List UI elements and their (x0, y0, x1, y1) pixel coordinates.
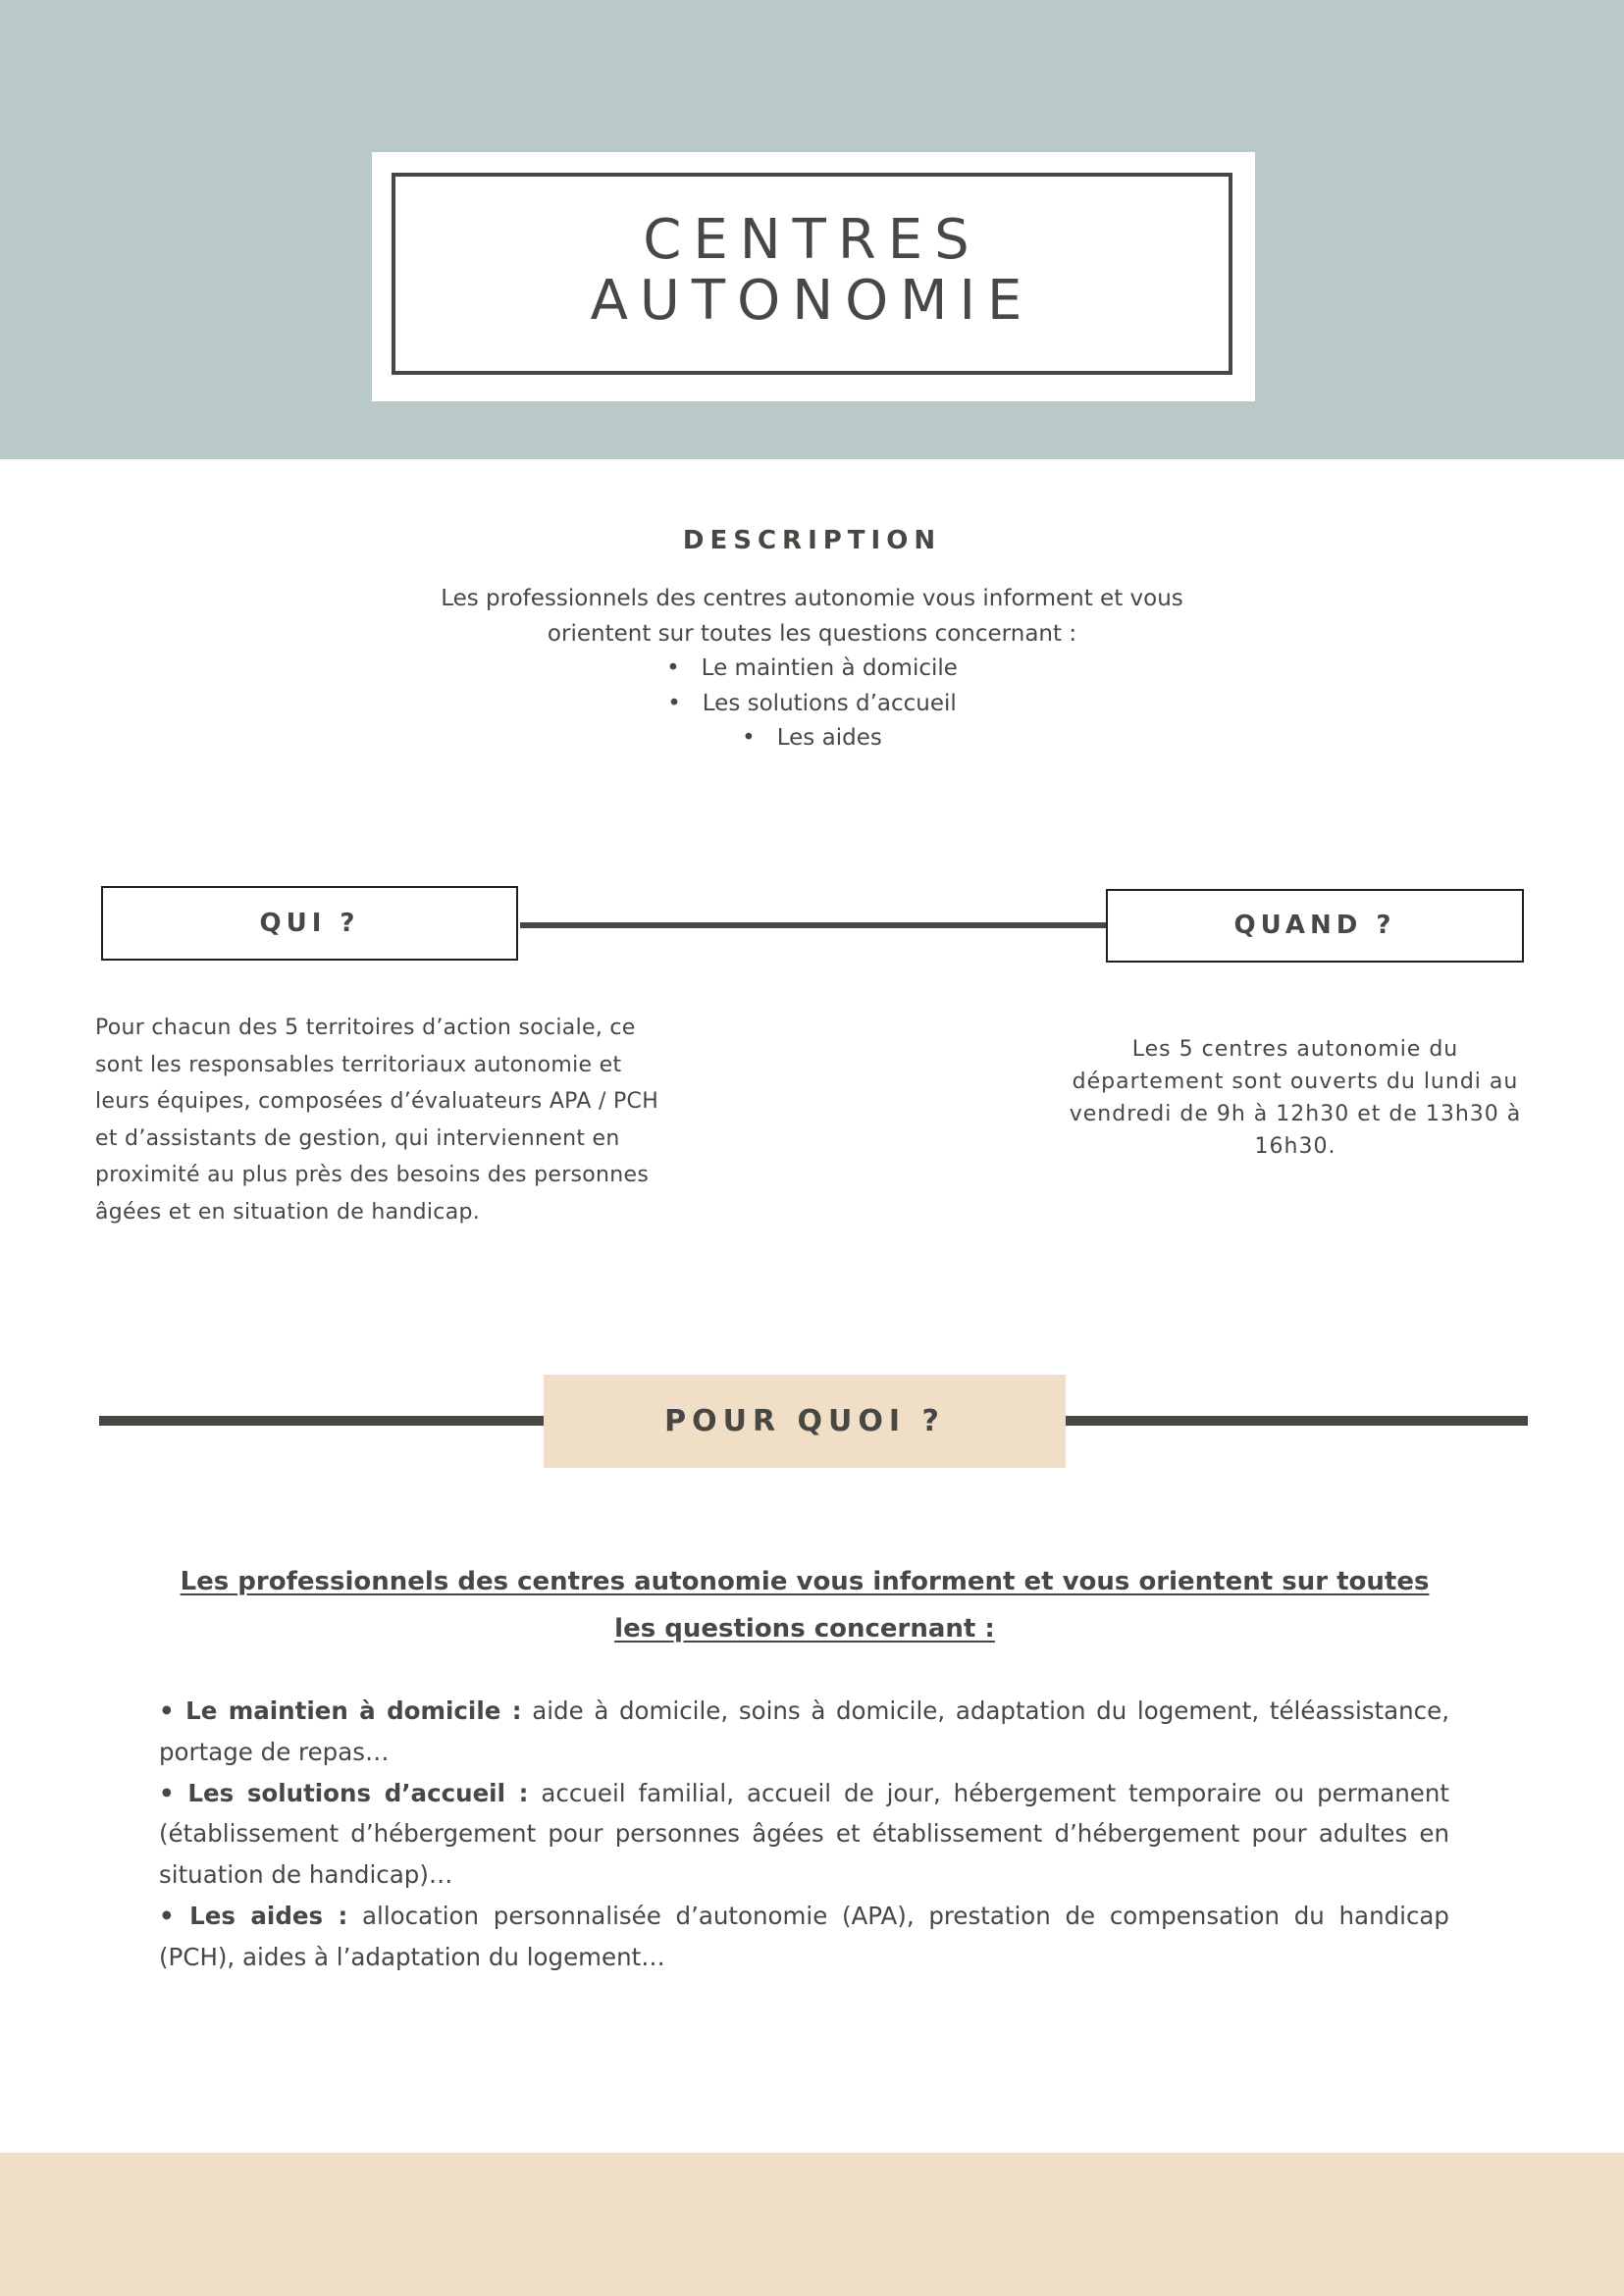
item-text: aide à domicile, soins à domicile, adaptation du logement, téléassistance, portage de repas… (159, 1696, 1449, 1766)
item-text: accueil familial, accueil de jour, hébergement temporaire ou permanent (établissement d’hébergement pour personnes âgées et établissement d’hébergement pour adultes en situation de handicap)… (159, 1778, 1450, 1890)
description-heading: DESCRIPTION (682, 526, 942, 555)
connector-line (520, 922, 1107, 928)
description-item: • Le maintien à domicile (412, 652, 1212, 687)
page-title (392, 210, 1232, 332)
item-label: Les solutions d’accueil : (187, 1778, 529, 1807)
item-text: allocation personnalisée d’autonomie (APA), prestation de compensation du handicap (PCH), aides à l’adaptation du logement… (159, 1901, 1449, 1971)
pourquoi-item (159, 1773, 1449, 1896)
divider-left (99, 1416, 546, 1426)
footer-band (0, 2153, 1624, 2296)
pourquoi-item (159, 1896, 1449, 1978)
quand-heading-box: QUAND ? (1106, 889, 1524, 963)
qui-heading-box: QUI ? (101, 886, 518, 961)
title-line-1: CENTRES (643, 208, 981, 272)
description-list (412, 652, 1212, 757)
qui-text: Pour chacun des 5 territoires d’action sociale, ce sont les responsables territoriaux autonomie et leurs équipes, composées d’évaluateurs APA / PCH et d’assistants de gestion, qui interviennent en proximité au plus près des besoins des personnes âgées et en situation de handicap. (95, 1016, 659, 1225)
quand-text: Les 5 centres autonomie du département sont ouverts du lundi au vendredi de 9h à 12h30 et de 13h30 à 16h30. (1069, 1037, 1522, 1159)
item-label: Les aides : (189, 1901, 348, 1930)
description-item: • Les aides (412, 721, 1212, 757)
bullet: • (159, 1901, 175, 1930)
title-line-2: AUTONOMIE (590, 269, 1034, 333)
description-intro: Les professionnels des centres autonomie vous informent et vous orientent sur toutes les questions concernant : (441, 586, 1183, 647)
pourquoi-heading-box: POUR QUOI ? (544, 1375, 1066, 1468)
pourquoi-list (159, 1691, 1449, 1978)
item-label: Le maintien à domicile : (185, 1696, 522, 1725)
bullet: • (159, 1696, 175, 1725)
divider-right (1065, 1416, 1528, 1426)
bullet: • (159, 1778, 175, 1807)
pourquoi-subheading: Les professionnels des centres autonomie vous informent et vous orientent sur toutes les questions concernant : (180, 1567, 1430, 1644)
description-item: • Les solutions d’accueil (412, 687, 1212, 722)
pourquoi-item (159, 1691, 1449, 1773)
